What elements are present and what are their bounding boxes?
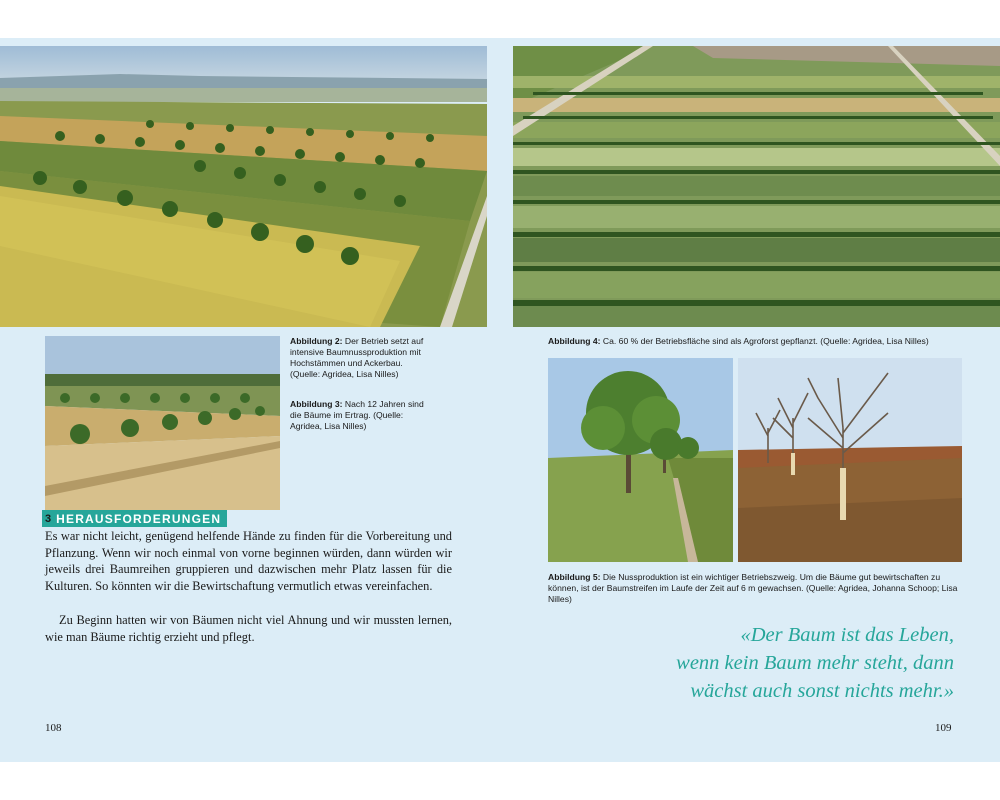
caption-figure-3 <box>290 399 430 432</box>
pull-quote-line-2: wenn kein Baum mehr steht, dann <box>676 652 954 674</box>
aerial-agroforestry-photo-right <box>513 46 1000 327</box>
caption-figure-4-text: Ca. 60 % der Betriebsfläche sind als Agroforst gepflanzt. (Quelle: Agridea, Lisa Nilles) <box>602 336 929 346</box>
page-number-right: 109 <box>935 722 952 734</box>
caption-figure-3-text: Nach 12 Jahren sind die Bäume im Ertrag. (Quelle: Agridea, Lisa Nilles) <box>290 399 424 431</box>
caption-figure-2 <box>290 336 430 380</box>
walnut-trees-winter-photo <box>738 358 962 562</box>
section-title: HERAUSFORDERUNGEN <box>56 511 222 526</box>
caption-figure-2-label: Abbildung 2: <box>290 336 343 346</box>
caption-figure-5 <box>548 572 966 605</box>
pull-quote-line-3: wächst auch sonst nichts mehr.» <box>690 680 954 702</box>
page-number-left: 108 <box>45 722 62 734</box>
section-heading <box>42 510 227 527</box>
body-paragraph-2: Zu Beginn hatten wir von Bäumen nicht viel Ahnung und wir mussten lernen, wie man Bäume richtig erzieht und pflegt. <box>45 613 452 644</box>
caption-figure-4-label: Abbildung 4: <box>548 336 601 346</box>
caption-figure-3-label: Abbildung 3: <box>290 399 343 409</box>
walnut-trees-wheat-photo <box>45 336 280 510</box>
walnut-tree-summer-photo <box>548 358 733 562</box>
caption-figure-5-label: Abbildung 5: <box>548 572 601 582</box>
caption-figure-4 <box>548 336 968 347</box>
caption-figure-5-text: Die Nussproduktion ist ein wichtiger Betriebszweig. Um die Bäume gut bewirtschaften zu können, ist der Baumstreifen im Laufe der Zeit auf 6 m gewachsen. (Quelle: Agridea, Johanna Schoop; Lisa Nilles) <box>548 572 958 604</box>
body-paragraph-1: Es war nicht leicht, genügend helfende Hände zu finden für die Vorbereitung und Pflanzung. Wenn wir noch einmal von vorne beginnen würden, dann würden wir jeweils drei Baumreihen gruppieren und dazwischen mehr Platz lassen für die Kulturen. So könnten wir die Bewirtschaftung vermutlich etwas vereinfachen. <box>45 529 452 593</box>
pull-quote-line-1: «Der Baum ist das Leben, <box>740 624 954 646</box>
aerial-orchard-photo-left <box>0 46 487 327</box>
caption-figure-2-text: Der Betrieb setzt auf intensive Baumnussproduktion mit Hochstämmen und Ackerbau. (Quelle: Agridea, Lisa Nilles) <box>290 336 424 379</box>
section-number: 3 <box>45 512 52 525</box>
